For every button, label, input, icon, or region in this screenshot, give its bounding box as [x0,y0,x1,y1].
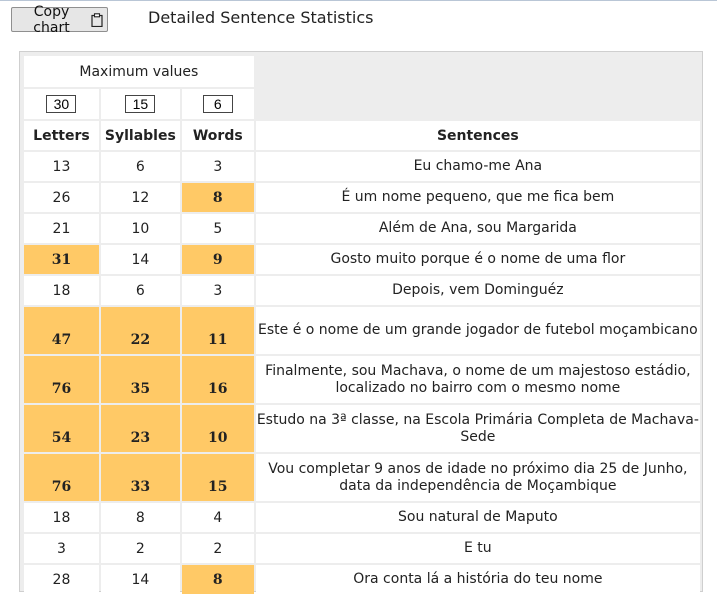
sentence-text: Eu chamo-me Ana [256,152,700,181]
syllables-count: 22 [101,307,180,354]
sentence-text: Além de Ana, sou Margarida [256,214,700,243]
letters-count: 18 [24,276,99,305]
words-count: 16 [182,356,254,403]
copy-chart-button[interactable] [11,3,108,36]
maximum-values-label: Maximum values [24,56,254,87]
sentence-row [24,454,700,501]
max-letters-input[interactable] [46,95,76,113]
letters-count: 54 [24,405,99,452]
sentence-text: Estudo na 3ª classe, na Escola Primária Completa de Machava-Sede [256,405,700,452]
words-count: 3 [182,276,254,305]
syllables-count: 12 [101,183,180,212]
clipboard-icon [91,13,103,27]
syllables-count: 10 [101,214,180,243]
syllables-count: 35 [101,356,180,403]
syllables-count: 14 [101,245,180,274]
syllables-count: 6 [101,152,180,181]
letters-count: 13 [24,152,99,181]
syllables-count: 2 [101,534,180,563]
letters-count: 31 [24,245,99,274]
letters-count: 21 [24,214,99,243]
letters-count: 47 [24,307,99,354]
max-syllables-input[interactable] [125,95,155,113]
syllables-count: 6 [101,276,180,305]
page-title: Detailed Sentence Statistics [148,8,374,27]
words-count: 11 [182,307,254,354]
sentence-row [24,307,700,354]
sentence-row [24,214,700,243]
letters-count: 18 [24,503,99,532]
sentence-row [24,534,700,563]
words-count: 2 [182,534,254,563]
column-header-sentences: Sentences [256,121,700,150]
syllables-count: 14 [101,565,180,594]
max-words-cell [182,89,254,119]
sentence-text: E tu [256,534,700,563]
sentence-row [24,405,700,452]
letters-count: 76 [24,454,99,501]
words-count: 9 [182,245,254,274]
sentence-text: É um nome pequeno, que me fica bem [256,183,700,212]
sentence-text: Finalmente, sou Machava, o nome de um majestoso estádio, localizado no bairro com o mesmo nome [256,356,700,403]
sentence-row [24,183,700,212]
sentence-row [24,356,700,403]
letters-count: 76 [24,356,99,403]
sentence-text: Ora conta lá a história do teu nome [256,565,700,594]
window-top-border [0,0,717,1]
letters-count: 28 [24,565,99,594]
sentence-row [24,503,700,532]
sentence-row [24,276,700,305]
column-header-letters: Letters [24,121,99,150]
max-syllables-cell [101,89,180,119]
syllables-count: 8 [101,503,180,532]
syllables-count: 23 [101,405,180,452]
column-header-words: Words [182,121,254,150]
words-count: 15 [182,454,254,501]
words-count: 4 [182,503,254,532]
max-letters-cell [24,89,99,119]
max-words-input[interactable] [203,95,233,113]
statistics-table [22,54,702,596]
words-count: 8 [182,183,254,212]
letters-count: 26 [24,183,99,212]
sentence-text: Este é o nome de um grande jogador de futebol moçambicano [256,307,700,354]
sentence-row [24,152,700,181]
sentence-text: Depois, vem Dominguéz [256,276,700,305]
words-count: 5 [182,214,254,243]
words-count: 10 [182,405,254,452]
sentence-text: Sou natural de Maputo [256,503,700,532]
words-count: 8 [182,565,254,594]
syllables-count: 33 [101,454,180,501]
sentence-text: Gosto muito porque é o nome de uma flor [256,245,700,274]
statistics-panel [19,51,703,592]
sentence-row [24,565,700,594]
copy-chart-label: Copy chart [33,3,70,36]
column-header-syllables: Syllables [101,121,180,150]
words-count: 3 [182,152,254,181]
letters-count: 3 [24,534,99,563]
header-spacer [256,56,700,119]
sentence-text: Vou completar 9 anos de idade no próximo dia 25 de Junho, data da independência de Moçambique [256,454,700,501]
sentence-row [24,245,700,274]
